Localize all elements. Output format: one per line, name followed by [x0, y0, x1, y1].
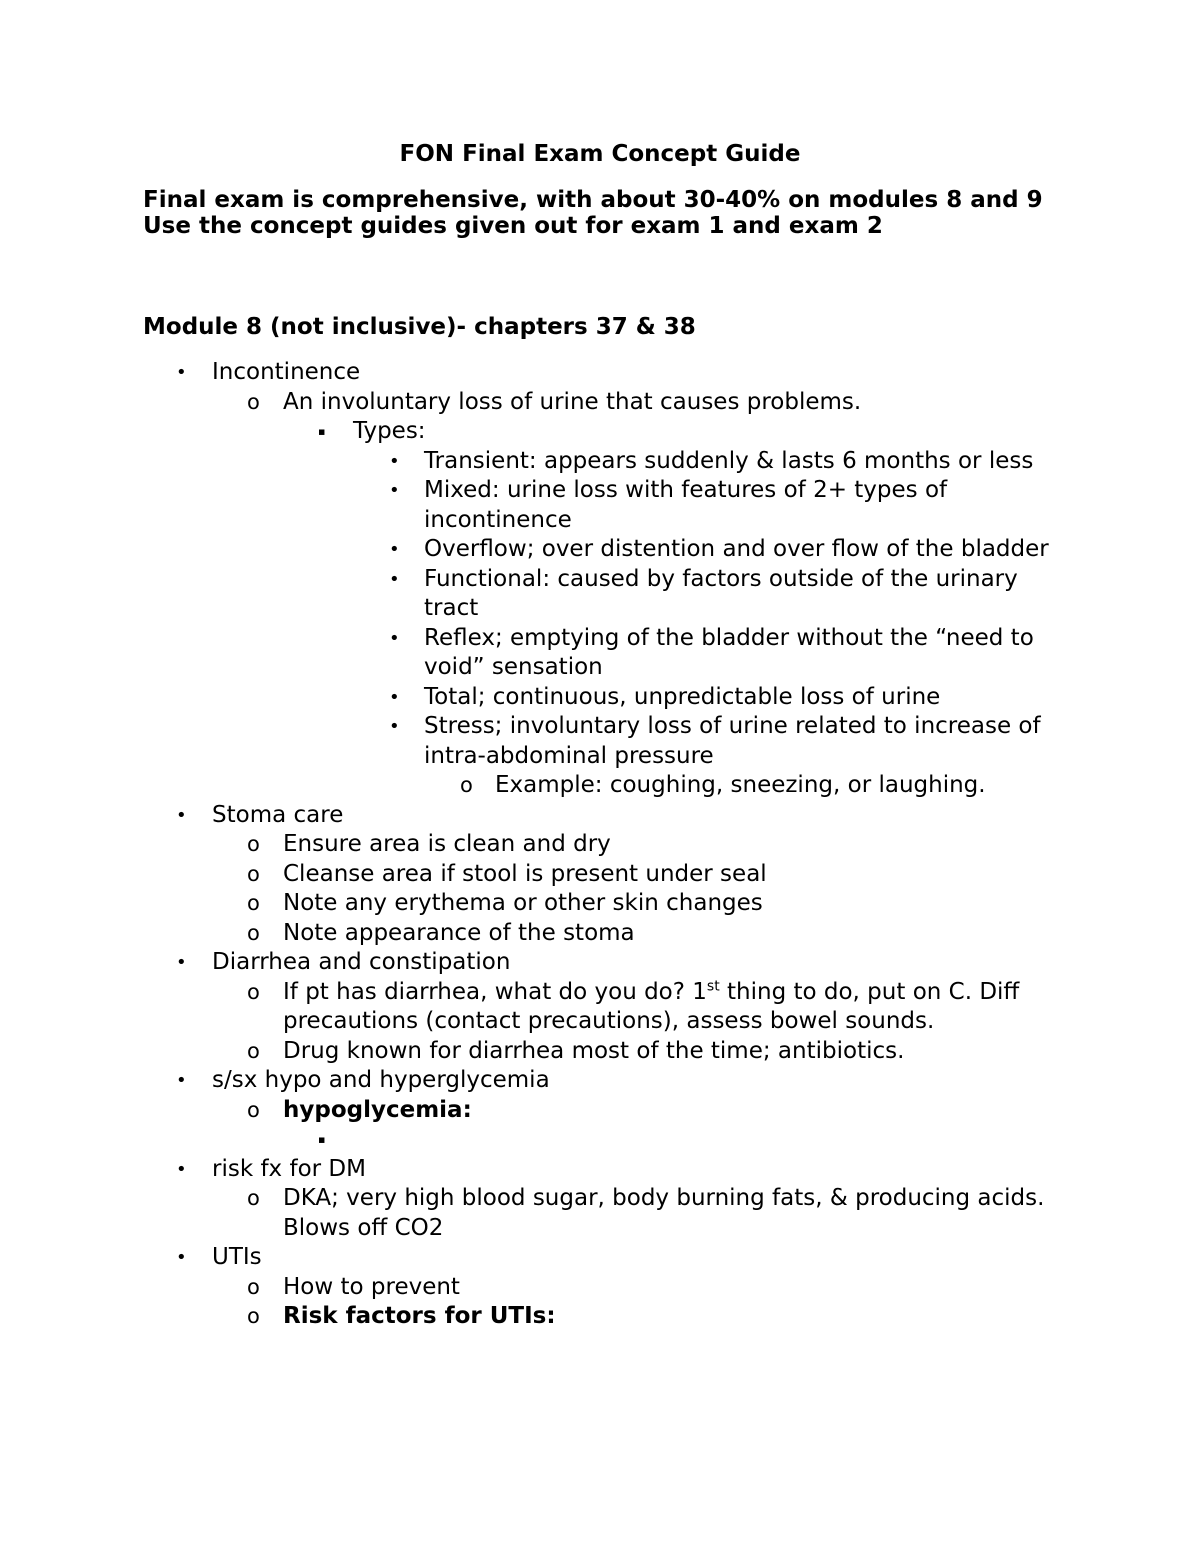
circle-bullet-icon: o [247, 1274, 260, 1299]
list-item: ▪ Types: [0, 417, 1200, 447]
circle-bullet-icon: o [247, 1186, 260, 1210]
list-item: • Total; continuous, unpredictable loss of urine [0, 683, 1200, 713]
circle-bullet-icon: o [460, 773, 473, 797]
circle-bullet-icon: o [247, 920, 260, 945]
list-item: o Ensure area is clean and dry [0, 830, 1200, 860]
bullet-icon: • [176, 1070, 187, 1091]
list-item: o How to prevent [0, 1273, 1200, 1303]
intro-line-1: Final exam is comprehensive, with about 30-40% on modules 8 and 9 [143, 187, 1043, 213]
list-item: o Risk factors for UTIs: [0, 1302, 1200, 1332]
circle-bullet-icon: o [247, 1038, 260, 1063]
circle-bullet-icon: o [247, 1304, 260, 1328]
list-item: o DKA; very high blood sugar, body burning fats, & producing acids. Blows off CO2 [247, 1185, 1045, 1241]
square-bullet-icon: ▪ [318, 1133, 326, 1146]
bullet-icon: • [389, 716, 400, 737]
list-item: • Transient: appears suddenly & lasts 6 months or less [0, 447, 1200, 477]
module-heading: Module 8 (not inclusive)- chapters 37 & 38 [143, 314, 696, 340]
list-item: o Drug known for diarrhea most of the time; antibiotics. [0, 1037, 1200, 1067]
circle-bullet-icon: o [247, 979, 260, 1004]
bullet-icon: • [176, 1247, 187, 1268]
list-item: o Example: coughing, sneezing, or laughing. [0, 771, 1200, 801]
list-item-stoma-care: • Stoma care [0, 801, 1200, 831]
bullet-icon: • [176, 1158, 187, 1180]
list-item-glycemia: • s/sx hypo and hyperglycemia [0, 1066, 1200, 1096]
list-item: o hypoglycemia: [0, 1096, 1200, 1126]
bullet-icon: • [389, 450, 400, 472]
circle-bullet-icon: o [247, 861, 260, 886]
list-item: • Stress; involuntary loss of urine related to increase of intra-abdominal pressure [389, 713, 1041, 769]
circle-bullet-icon: o [247, 1097, 260, 1122]
intro-block [143, 187, 1063, 239]
list-item-utis: • UTIs [0, 1243, 1200, 1273]
list-item-empty [0, 1125, 1200, 1155]
list-item: o An involuntary loss of urine that causes problems. [0, 388, 1200, 418]
bullet-icon: • [389, 480, 400, 501]
intro-line-2: Use the concept guides given out for exam 1 and exam 2 [143, 213, 883, 239]
bullet-icon: • [389, 627, 400, 649]
list-item-diarrhea: • Diarrhea and constipation [0, 948, 1200, 978]
bullet-icon: • [389, 686, 400, 708]
list-item: o If pt has diarrhea, what do you do? 1st thing to do, put on C. Diff precautions (contact precautions), assess bowel sounds. [247, 977, 1020, 1034]
list-item: • Overflow; over distention and over flow of the bladder [0, 535, 1200, 565]
list-item: o Note appearance of the stoma [0, 919, 1200, 949]
page-title: FON Final Exam Concept Guide [399, 141, 801, 167]
list-item: o Note any erythema or other skin changes [0, 889, 1200, 919]
list-item-dm: • risk fx for DM [0, 1155, 1200, 1185]
circle-bullet-icon: o [247, 891, 260, 915]
bullet-icon: • [389, 568, 400, 590]
square-bullet-icon: ▪ [318, 425, 326, 438]
list-item: o Cleanse area if stool is present under seal [0, 860, 1200, 890]
circle-bullet-icon: o [247, 832, 260, 856]
list-item-incontinence: • Incontinence [0, 358, 1200, 388]
list-item: • Mixed: urine loss with features of 2+ types of incontinence [389, 477, 948, 533]
bullet-icon: • [176, 804, 187, 826]
bullet-icon: • [389, 539, 400, 560]
concept-list [0, 358, 1200, 1332]
list-item: • Functional: caused by factors outside of the urinary tract [389, 565, 1018, 621]
list-item: • Reflex; emptying of the bladder without the “need to void” sensation [389, 624, 1034, 680]
bullet-icon: • [176, 952, 187, 973]
bullet-icon: • [176, 362, 187, 383]
circle-bullet-icon: o [247, 389, 260, 414]
